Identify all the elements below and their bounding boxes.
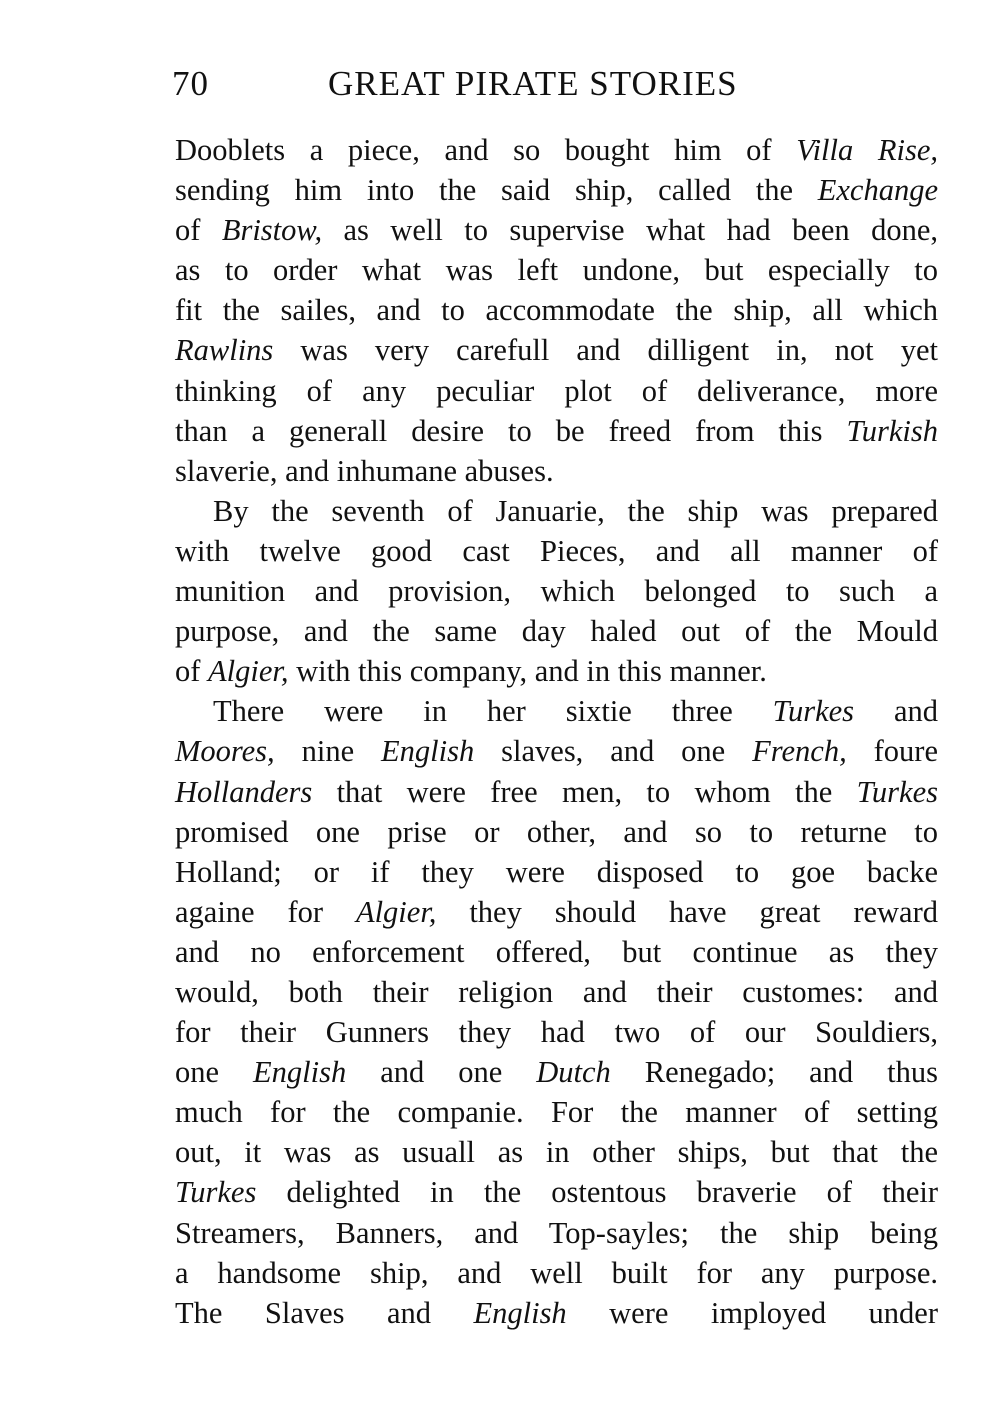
text-line: of Bristow, as well to supervise what had been done, <box>175 213 938 248</box>
text-line: Moores, nine English slaves, and one French, foure <box>175 734 938 769</box>
text-line: Streamers, Banners, and Top-sayles; the ship being <box>175 1215 938 1250</box>
body-text <box>175 130 938 1333</box>
text-line: thinking of any peculiar plot of deliverance, more <box>175 373 938 408</box>
running-head <box>172 60 812 108</box>
text-line: There were in her sixtie three Turkes and <box>213 694 938 729</box>
text-line: as to order what was left undone, but especially to <box>175 253 938 288</box>
text-line: would, both their religion and their customes: and <box>175 974 938 1009</box>
text-line: The Slaves and English were imployed under <box>175 1295 938 1330</box>
text-line: munition and provision, which belonged to such a <box>175 574 938 609</box>
text-line: promised one prise or other, and so to returne to <box>175 814 938 849</box>
book-title: GREAT PIRATE STORIES <box>328 64 738 103</box>
text-line: sending him into the said ship, called the Exchange <box>175 173 938 208</box>
text-line: one English and one Dutch Renegado; and thus <box>175 1055 938 1090</box>
text-line: slaverie, and inhumane abuses. <box>175 453 554 488</box>
text-line: Turkes delighted in the ostentous braverie of their <box>175 1175 938 1210</box>
text-line: of Algier, with this company, and in this manner. <box>175 654 767 689</box>
text-line: Holland; or if they were disposed to goe backe <box>175 854 938 889</box>
text-line: with twelve good cast Pieces, and all manner of <box>175 533 938 568</box>
text-line: and no enforcement offered, but continue as they <box>175 934 938 969</box>
text-line: a handsome ship, and well built for any purpose. <box>175 1255 938 1290</box>
text-line: for their Gunners they had two of our Souldiers, <box>175 1015 938 1050</box>
text-line: againe for Algier, they should have great reward <box>175 894 938 929</box>
text-line: By the seventh of Januarie, the ship was prepared <box>213 493 938 528</box>
page-number: 70 <box>172 64 209 103</box>
text-line: Dooblets a piece, and so bought him of Villa Rise, <box>175 133 938 167</box>
text-line: than a generall desire to be freed from this Turkish <box>175 413 938 448</box>
text-line: fit the sailes, and to accommodate the ship, all which <box>175 293 938 328</box>
text-line: out, it was as usuall as in other ships, but that the <box>175 1135 938 1170</box>
text-line: purpose, and the same day haled out of the Mould <box>175 614 938 649</box>
text-line: much for the companie. For the manner of setting <box>175 1095 938 1130</box>
text-line: Hollanders that were free men, to whom the Turkes <box>175 774 938 809</box>
text-line: Rawlins was very carefull and dilligent in, not yet <box>175 333 938 368</box>
